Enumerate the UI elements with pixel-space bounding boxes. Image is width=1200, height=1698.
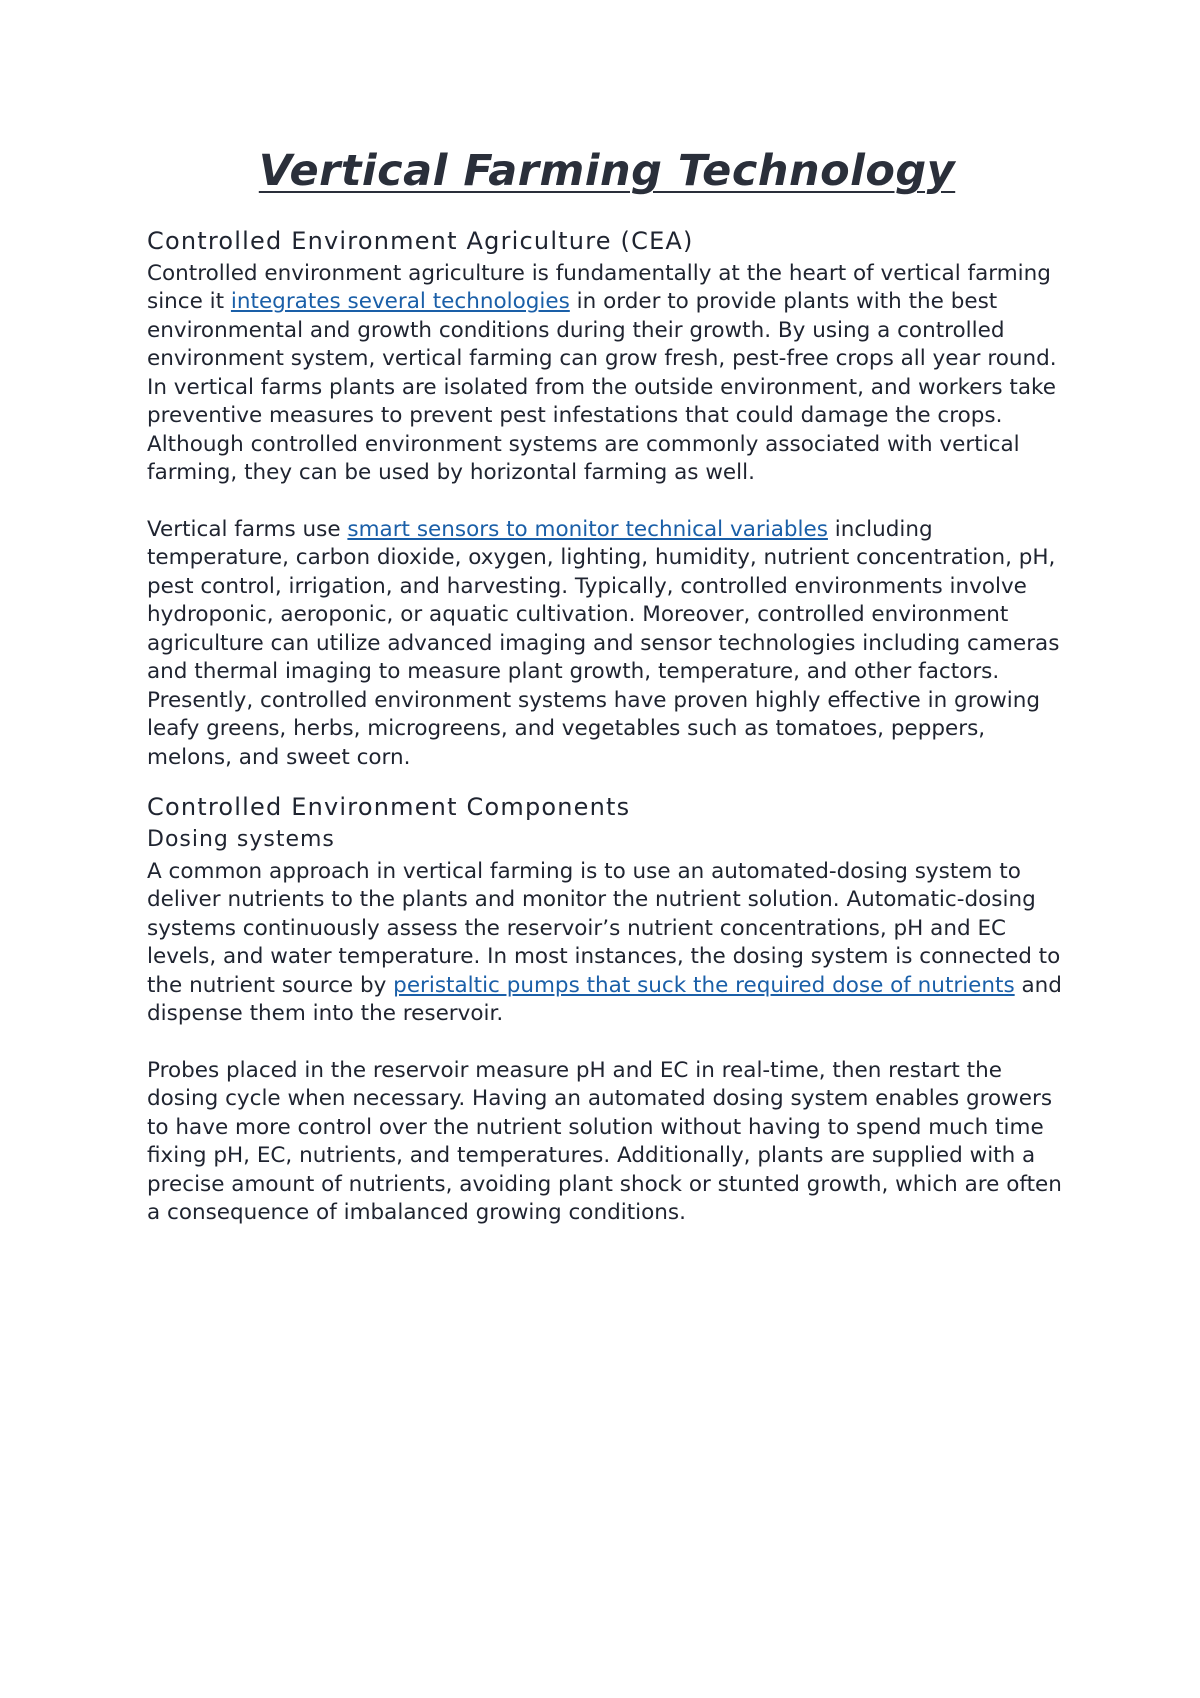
document-body <box>147 146 1067 1228</box>
subsection-heading-dosing: Dosing systems <box>147 827 335 853</box>
paragraph-spacer <box>147 1029 1067 1057</box>
paragraph-text: in order to provide plants with the best environmental and growth conditions during their growth. By using a controlled environment system, vertical farming can grow fresh, pest-free crops all year round. In vertical farms plants are isolated from the outside environment, and workers take preventive measures to prevent pest infestations that could damage the crops. Although controlled environment systems are commonly associated with vertical farming, they can be used by horizontal farming as well. <box>147 289 1057 486</box>
paragraph-text: Controlled environment agriculture is fundamentally at the heart of vertical farming since it <box>147 260 1051 315</box>
paragraph-spacer <box>147 488 1067 516</box>
paragraph-text: Vertical farms use <box>147 516 348 542</box>
document-title: Vertical Farming Technology <box>258 146 956 196</box>
paragraph-cea-sensors <box>147 516 1067 773</box>
paragraph-cea-intro <box>147 260 1067 488</box>
link-peristaltic-pumps[interactable]: peristaltic pumps that suck the required dose of nutrients <box>393 972 1015 998</box>
paragraph-text: A common approach in vertical farming is to use an automated-dosing system to deliver nutrients to the plants and monitor the nutrient solution. Automatic-dosing systems continuously assess the reservoir’s nutrient concentrations, pH and EC levels, and water temperature. In most instances, the dosing system is connected to the nutrient source by <box>147 858 1061 998</box>
paragraph-text: and dispense them into the reservoir. <box>147 972 1062 1027</box>
paragraph-text: including temperature, carbon dioxide, oxygen, lighting, humidity, nutrient concentration, pH, pest control, irrigation, and harvesting. Typically, controlled environments involve hydroponic, aeroponic, or aquatic cultivation. Moreover, controlled environment agriculture can utilize advanced imaging and sensor technologies including cameras and thermal imaging to measure plant growth, temperature, and other factors. Presently, controlled environment systems have proven highly effective in growing leafy greens, herbs, microgreens, and vegetables such as tomatoes, peppers, melons, and sweet corn. <box>147 516 1060 770</box>
link-integrates-technologies[interactable]: integrates several technologies <box>230 289 570 315</box>
section-spacer <box>147 772 1067 792</box>
link-smart-sensors[interactable]: smart sensors to monitor technical variables <box>347 516 828 542</box>
paragraph-dosing-intro <box>147 858 1067 1029</box>
section-heading-cea: Controlled Environment Agriculture (CEA) <box>147 226 694 255</box>
paragraph-dosing-probes: Probes placed in the reservoir measure pH and EC in real-time, then restart the dosing cycle when necessary. Having an automated dosing system enables growers to have more control over the nutrient solution without having to spend much time fixing pH, EC, nutrients, and temperatures. Additionally, plants are supplied with a precise amount of nutrients, avoiding plant shock or stunted growth, which are often a consequence of imbalanced growing conditions. <box>147 1057 1062 1226</box>
section-heading-components: Controlled Environment Components <box>147 793 631 822</box>
